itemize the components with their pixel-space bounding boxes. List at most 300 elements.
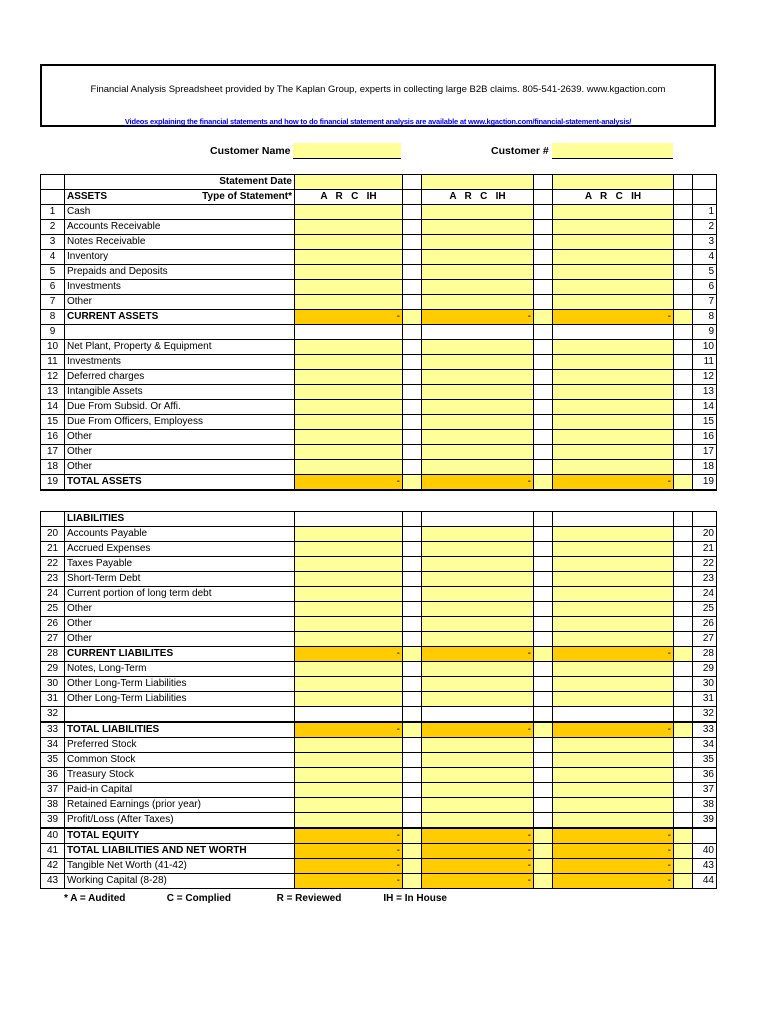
row-number: 14 [41,400,65,415]
value-input-cell[interactable] [553,400,674,415]
value-input-cell[interactable] [553,602,674,617]
spacer-cell [534,753,553,768]
spacer-cell [534,617,553,632]
spacer-cell [534,707,553,723]
table-row [41,295,717,310]
spacer-cell [403,722,422,738]
value-input-cell[interactable] [295,460,403,475]
value-input-cell[interactable] [295,370,403,385]
table-row [41,677,717,692]
spacer-cell [403,874,422,889]
row-ref-number: 21 [693,542,717,557]
spacer-cell [403,250,422,265]
value-input-cell[interactable] [295,340,403,355]
value-input-cell[interactable] [422,205,534,220]
spacer-cell [403,798,422,813]
row-ref-number: 31 [693,692,717,707]
value-input-cell[interactable] [422,692,534,707]
spacer-cell [403,707,422,723]
row-number: 29 [41,662,65,677]
row-number: 6 [41,280,65,295]
spacer-cell [403,677,422,692]
table-row [41,647,717,662]
total-value-cell: - [295,722,403,738]
value-input-cell[interactable] [422,798,534,813]
value-input-cell[interactable] [295,265,403,280]
row-label: Preferred Stock [65,738,295,753]
spacer-cell [674,340,693,355]
value-input-cell[interactable] [553,813,674,829]
value-input-cell[interactable] [553,265,674,280]
spacer-cell [674,768,693,783]
value-input-cell[interactable] [553,753,674,768]
spacer-cell [534,602,553,617]
value-input-cell[interactable] [422,370,534,385]
value-input-cell[interactable] [553,617,674,632]
total-value-cell: - [422,475,534,491]
assets-table [40,174,717,491]
row-label: Investments [65,280,295,295]
value-input-cell[interactable] [422,445,534,460]
value-input-cell[interactable] [553,415,674,430]
table-row [41,250,717,265]
spacer-cell [674,295,693,310]
statement-date-input[interactable] [295,175,403,190]
spacer-cell [403,813,422,829]
value-input-cell[interactable] [422,250,534,265]
row-label: Other [65,445,295,460]
value-input-cell[interactable] [553,445,674,460]
row-label: Other Long-Term Liabilities [65,677,295,692]
row-number: 33 [41,722,65,738]
row-number: 27 [41,632,65,647]
value-input-cell[interactable] [295,250,403,265]
spacer-cell [403,527,422,542]
value-input-cell[interactable] [553,662,674,677]
value-input-cell[interactable] [422,340,534,355]
spacer-cell [674,310,693,325]
spacer-cell [534,265,553,280]
value-input-cell[interactable] [553,738,674,753]
spacer-cell [674,430,693,445]
value-input-cell[interactable] [553,235,674,250]
row-ref-number: 18 [693,460,717,475]
total-value-cell: - [553,874,674,889]
value-input-cell[interactable] [295,235,403,250]
spacer-cell [674,617,693,632]
value-input-cell[interactable] [422,415,534,430]
row-number: 23 [41,572,65,587]
row-ref-number: 23 [693,572,717,587]
total-value-cell: - [553,475,674,491]
spacer-cell [403,400,422,415]
value-input-cell[interactable] [422,295,534,310]
row-ref-number: 20 [693,527,717,542]
spacer-cell [534,587,553,602]
spacer-cell [674,692,693,707]
spacer-cell [674,460,693,475]
spacer-cell [534,874,553,889]
table-row [41,280,717,295]
value-input-cell[interactable] [295,572,403,587]
row-label: Current portion of long term debt [65,587,295,602]
spacer-cell [403,460,422,475]
row-ref-number: 35 [693,753,717,768]
spacer-cell [674,250,693,265]
spacer-cell [403,205,422,220]
spacer-cell [534,798,553,813]
spacer-cell [403,828,422,844]
table-row [41,798,717,813]
value-input-cell[interactable] [422,220,534,235]
row-number: 28 [41,647,65,662]
value-input-cell[interactable] [295,355,403,370]
value-input-cell[interactable] [295,205,403,220]
spacer-cell [534,205,553,220]
spacer-cell [534,783,553,798]
table-row [41,738,717,753]
total-value-cell: - [295,647,403,662]
value-input-cell[interactable] [295,738,403,753]
value-input-cell[interactable] [295,587,403,602]
value-input-cell[interactable] [422,632,534,647]
table-row [41,542,717,557]
header-description: Financial Analysis Spreadsheet provided by The Kaplan Group, experts in collecting large B2B claims. 805-541-2639. www.kgaction.com [90,84,666,95]
table-row [41,205,717,220]
spacer-cell [674,385,693,400]
spacer-cell [674,557,693,572]
value-input-cell[interactable] [295,617,403,632]
liabilities-section-label: LIABILITIES [65,512,295,527]
row-label: Paid-in Capital [65,783,295,798]
value-input-cell[interactable] [295,385,403,400]
value-input-cell[interactable] [295,542,403,557]
row-label: Treasury Stock [65,768,295,783]
value-cell[interactable] [295,325,403,340]
spacer-cell [534,722,553,738]
value-input-cell[interactable] [553,280,674,295]
value-input-cell[interactable] [553,460,674,475]
row-ref-number: 7 [693,295,717,310]
value-input-cell[interactable] [422,783,534,798]
footnote-audited: * A = Audited [64,893,126,904]
value-input-cell[interactable] [553,205,674,220]
value-input-cell[interactable] [553,542,674,557]
value-input-cell[interactable] [422,460,534,475]
row-ref-number: 37 [693,783,717,798]
row-ref-number: 3 [693,235,717,250]
row-ref-number: 5 [693,265,717,280]
value-input-cell[interactable] [422,542,534,557]
spacer-cell [534,768,553,783]
spacer-cell [674,265,693,280]
value-input-cell[interactable] [553,355,674,370]
total-value-cell: - [422,844,534,859]
statement-date-input[interactable] [422,175,534,190]
row-ref-number: 39 [693,813,717,829]
row-ref-number: 9 [693,325,717,340]
spacer-cell [534,542,553,557]
value-input-cell[interactable] [295,400,403,415]
row-ref-number: 27 [693,632,717,647]
spacer-cell [534,430,553,445]
row-label: Other [65,632,295,647]
row-label: CURRENT ASSETS [65,310,295,325]
value-cell[interactable] [553,325,674,340]
value-input-cell[interactable] [422,385,534,400]
row-ref-number: 19 [693,475,717,491]
value-input-cell[interactable] [553,370,674,385]
row-label: Accounts Receivable [65,220,295,235]
row-number: 8 [41,310,65,325]
spacer-cell [534,445,553,460]
row-number: 12 [41,370,65,385]
value-input-cell[interactable] [422,677,534,692]
value-input-cell[interactable] [553,587,674,602]
spacer-cell [674,783,693,798]
value-input-cell[interactable] [422,355,534,370]
value-input-cell[interactable] [422,587,534,602]
value-input-cell[interactable] [553,557,674,572]
value-input-cell[interactable] [295,557,403,572]
value-input-cell[interactable] [553,250,674,265]
row-number: 36 [41,768,65,783]
value-input-cell[interactable] [553,527,674,542]
spacer-cell [534,572,553,587]
row-ref-number: 26 [693,617,717,632]
row-number: 42 [41,859,65,874]
value-input-cell[interactable] [422,430,534,445]
value-input-cell[interactable] [422,753,534,768]
spacer-cell [403,768,422,783]
value-input-cell[interactable] [553,768,674,783]
spacer-cell [674,587,693,602]
spacer-cell [674,602,693,617]
table-row [41,265,717,280]
spacer-cell [674,874,693,889]
row-label [65,707,295,723]
row-number: 19 [41,475,65,491]
value-input-cell[interactable] [553,692,674,707]
spacer-cell [534,340,553,355]
row-ref-number: 33 [693,722,717,738]
value-input-cell[interactable] [553,677,674,692]
total-value-cell: - [295,874,403,889]
statement-date-input[interactable] [553,175,674,190]
row-label: Accounts Payable [65,527,295,542]
value-input-cell[interactable] [422,235,534,250]
row-ref-number: 10 [693,340,717,355]
row-label: Inventory [65,250,295,265]
assets-section-label: ASSETS [67,191,108,202]
total-value-cell: - [553,310,674,325]
row-number: 30 [41,677,65,692]
table-row [41,602,717,617]
spacer-cell [403,647,422,662]
row-label: Tangible Net Worth (41-42) [65,859,295,874]
total-value-cell: - [295,310,403,325]
table-row [41,617,717,632]
table-row [41,355,717,370]
spacer-cell [403,662,422,677]
table-row [41,722,717,738]
spacer-cell [674,859,693,874]
spacer-cell [534,813,553,829]
footnote [64,893,447,904]
spacer-cell [403,602,422,617]
table-row [41,460,717,475]
value-input-cell[interactable] [422,662,534,677]
value-input-cell[interactable] [553,798,674,813]
table-row [41,587,717,602]
value-input-cell[interactable] [295,415,403,430]
spacer-cell [403,587,422,602]
value-input-cell[interactable] [422,738,534,753]
value-input-cell[interactable] [422,813,534,829]
spacer-cell [403,355,422,370]
row-ref-number: 32 [693,707,717,723]
row-ref-number: 16 [693,430,717,445]
value-input-cell[interactable] [295,527,403,542]
customer-name-label: Customer Name [210,145,291,157]
row-label: TOTAL LIABILITIES [65,722,295,738]
value-cell[interactable] [422,325,534,340]
spacer-cell [674,632,693,647]
spacer-cell [674,220,693,235]
spacer-cell [674,647,693,662]
value-input-cell[interactable] [295,602,403,617]
value-cell[interactable] [553,707,674,723]
customer-name-input[interactable] [293,143,401,159]
value-input-cell[interactable] [553,783,674,798]
value-input-cell[interactable] [553,340,674,355]
table-row [41,828,717,844]
row-number: 15 [41,415,65,430]
value-input-cell[interactable] [295,445,403,460]
row-ref-number: 17 [693,445,717,460]
value-input-cell[interactable] [422,400,534,415]
row-label: Due From Subsid. Or Affi. [65,400,295,415]
row-ref-number: 40 [693,844,717,859]
value-input-cell[interactable] [422,557,534,572]
row-number: 37 [41,783,65,798]
row-number: 43 [41,874,65,889]
row-ref-number: 11 [693,355,717,370]
spacer-cell [674,355,693,370]
value-input-cell[interactable] [295,783,403,798]
spacer-cell [534,527,553,542]
row-number: 26 [41,617,65,632]
value-input-cell[interactable] [422,265,534,280]
spacer-cell [403,753,422,768]
value-input-cell[interactable] [422,527,534,542]
row-number: 16 [41,430,65,445]
value-input-cell[interactable] [295,662,403,677]
value-input-cell[interactable] [295,692,403,707]
value-input-cell[interactable] [553,385,674,400]
row-ref-number: 13 [693,385,717,400]
row-label: Accrued Expenses [65,542,295,557]
spacer-cell [534,662,553,677]
customer-number-input[interactable] [552,143,673,159]
value-input-cell[interactable] [295,430,403,445]
total-value-cell: - [295,844,403,859]
spacer-cell [674,828,693,844]
row-ref-number: 30 [693,677,717,692]
row-number: 5 [41,265,65,280]
video-link[interactable]: Videos explaining the financial statements and how to do financial statement analysis are available at www.kgaction.com/financial-statement-analysis/ [124,117,632,126]
row-label [65,325,295,340]
row-label: Intangible Assets [65,385,295,400]
value-input-cell[interactable] [422,768,534,783]
value-input-cell[interactable] [553,632,674,647]
value-input-cell[interactable] [422,602,534,617]
value-input-cell[interactable] [295,632,403,647]
row-number: 11 [41,355,65,370]
total-value-cell: - [553,722,674,738]
statement-type-codes[interactable]: A R C IH [553,190,674,205]
total-value-cell: - [422,310,534,325]
value-input-cell[interactable] [295,753,403,768]
value-cell[interactable] [422,707,534,723]
spacer-cell [534,355,553,370]
value-input-cell[interactable] [422,617,534,632]
table-row [41,859,717,874]
value-input-cell[interactable] [295,220,403,235]
customer-number-label: Customer # [491,145,549,157]
row-label: Working Capital (8-28) [65,874,295,889]
value-input-cell[interactable] [553,430,674,445]
value-input-cell[interactable] [295,813,403,829]
value-input-cell[interactable] [295,295,403,310]
spacer-cell [403,542,422,557]
row-ref-number: 2 [693,220,717,235]
value-cell[interactable] [295,707,403,723]
value-input-cell[interactable] [295,798,403,813]
row-ref-number: 44 [693,874,717,889]
value-input-cell[interactable] [295,677,403,692]
table-row [41,527,717,542]
value-input-cell[interactable] [553,220,674,235]
spacer-cell [403,617,422,632]
value-input-cell[interactable] [295,280,403,295]
total-value-cell: - [422,647,534,662]
table-row [41,340,717,355]
value-input-cell[interactable] [553,572,674,587]
row-label: TOTAL ASSETS [65,475,295,491]
spacer-cell [674,722,693,738]
row-number: 34 [41,738,65,753]
spacer-cell [674,205,693,220]
statement-type-codes[interactable]: A R C IH [422,190,534,205]
spacer-cell [403,844,422,859]
row-number: 9 [41,325,65,340]
value-input-cell[interactable] [295,768,403,783]
statement-type-codes[interactable]: A R C IH [295,190,403,205]
spacer-cell [403,265,422,280]
row-ref-number: 38 [693,798,717,813]
spacer-cell [674,753,693,768]
row-label: Other [65,617,295,632]
value-input-cell[interactable] [553,295,674,310]
row-label: Other [65,430,295,445]
spacer-cell [674,844,693,859]
value-input-cell[interactable] [422,572,534,587]
total-value-cell: - [553,647,674,662]
value-input-cell[interactable] [422,280,534,295]
table-row [41,220,717,235]
spacer-cell [403,430,422,445]
